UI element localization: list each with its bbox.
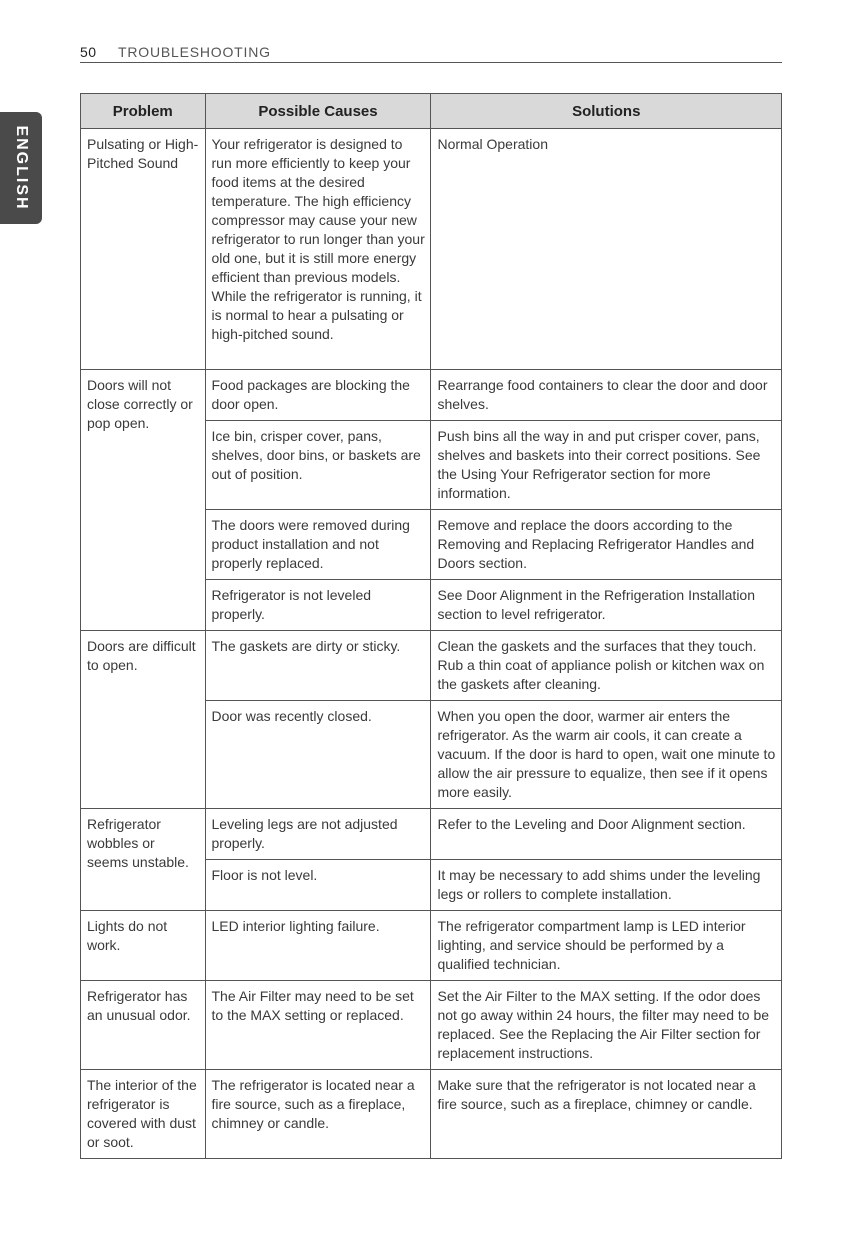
table-row [81, 370, 782, 421]
page-number: 50 [80, 44, 97, 60]
problem-cell: Pulsating or High-Pitched Sound [81, 129, 206, 370]
problem-cell: Refrigerator wobbles or seems unstable. [81, 809, 206, 911]
problem-cell: Doors are difficult to open. [81, 631, 206, 809]
cause-cell: Refrigerator is not leveled properly. [205, 580, 431, 631]
solution-cell: Set the Air Filter to the MAX setting. If the odor does not go away within 24 hours, the filter may need to be replaced. See the Replacing the Air Filter section for replacement instructions. [431, 981, 782, 1070]
problem-cell: Refrigerator has an unusual odor. [81, 981, 206, 1070]
solution-cell: When you open the door, warmer air enters the refrigerator. As the warm air cools, it can create a vacuum. If the door is hard to open, wait one minute to allow the air pressure to equalize, then see if it opens more easily. [431, 701, 782, 809]
cause-cell: Food packages are blocking the door open. [205, 370, 431, 421]
section-title: TROUBLESHOOTING [118, 44, 271, 60]
troubleshooting-table [80, 93, 782, 1159]
solution-cell: Remove and replace the doors according to the Removing and Replacing Refrigerator Handles and Doors section. [431, 510, 782, 580]
solution-cell: Make sure that the refrigerator is not located near a fire source, such as a fireplace, chimney or candle. [431, 1070, 782, 1159]
solution-cell: See Door Alignment in the Refrigeration Installation section to level refrigerator. [431, 580, 782, 631]
header-problem: Problem [81, 94, 206, 129]
problem-cell: Lights do not work. [81, 911, 206, 981]
problem-cell: The interior of the refrigerator is covered with dust or soot. [81, 1070, 206, 1159]
language-tab-label: ENGLISH [13, 125, 30, 211]
cause-cell: Leveling legs are not adjusted properly. [205, 809, 431, 860]
solution-cell: Normal Operation [431, 129, 782, 370]
table-row [81, 911, 782, 981]
cause-cell: The Air Filter may need to be set to the MAX setting or replaced. [205, 981, 431, 1070]
table-row [81, 129, 782, 370]
problem-cell: Doors will not close correctly or pop open. [81, 370, 206, 631]
solution-cell: Clean the gaskets and the surfaces that they touch. Rub a thin coat of appliance polish or kitchen wax on the gaskets after cleaning. [431, 631, 782, 701]
cause-cell: The refrigerator is located near a fire source, such as a fireplace, chimney or candle. [205, 1070, 431, 1159]
solution-cell: The refrigerator compartment lamp is LED interior lighting, and service should be performed by a qualified technician. [431, 911, 782, 981]
cause-cell: Your refrigerator is designed to run more efficiently to keep your food items at the desired temperature. The high efficiency compressor may cause your new refrigerator to run longer than your old one, but it is still more energy efficient than previous models. While the refrigerator is running, it is normal to hear a pulsating or high-pitched sound. [205, 129, 431, 370]
language-tab [0, 112, 42, 224]
header-solutions: Solutions [431, 94, 782, 129]
cause-cell: Door was recently closed. [205, 701, 431, 809]
table-row [81, 809, 782, 860]
solution-cell: Refer to the Leveling and Door Alignment section. [431, 809, 782, 860]
cause-cell: LED interior lighting failure. [205, 911, 431, 981]
cause-cell: Ice bin, crisper cover, pans, shelves, door bins, or baskets are out of position. [205, 421, 431, 510]
solution-cell: Push bins all the way in and put crisper cover, pans, shelves and baskets into their correct positions. See the Using Your Refrigerator section for more information. [431, 421, 782, 510]
table-header-row [81, 94, 782, 129]
cause-cell: The gaskets are dirty or sticky. [205, 631, 431, 701]
header-possible-causes: Possible Causes [205, 94, 431, 129]
solution-cell: It may be necessary to add shims under the leveling legs or rollers to complete installation. [431, 860, 782, 911]
table-row [81, 981, 782, 1070]
cause-cell: The doors were removed during product installation and not properly replaced. [205, 510, 431, 580]
table-row [81, 631, 782, 701]
solution-cell: Rearrange food containers to clear the door and door shelves. [431, 370, 782, 421]
cause-cell: Floor is not level. [205, 860, 431, 911]
table-row [81, 1070, 782, 1159]
page-header [80, 44, 782, 63]
